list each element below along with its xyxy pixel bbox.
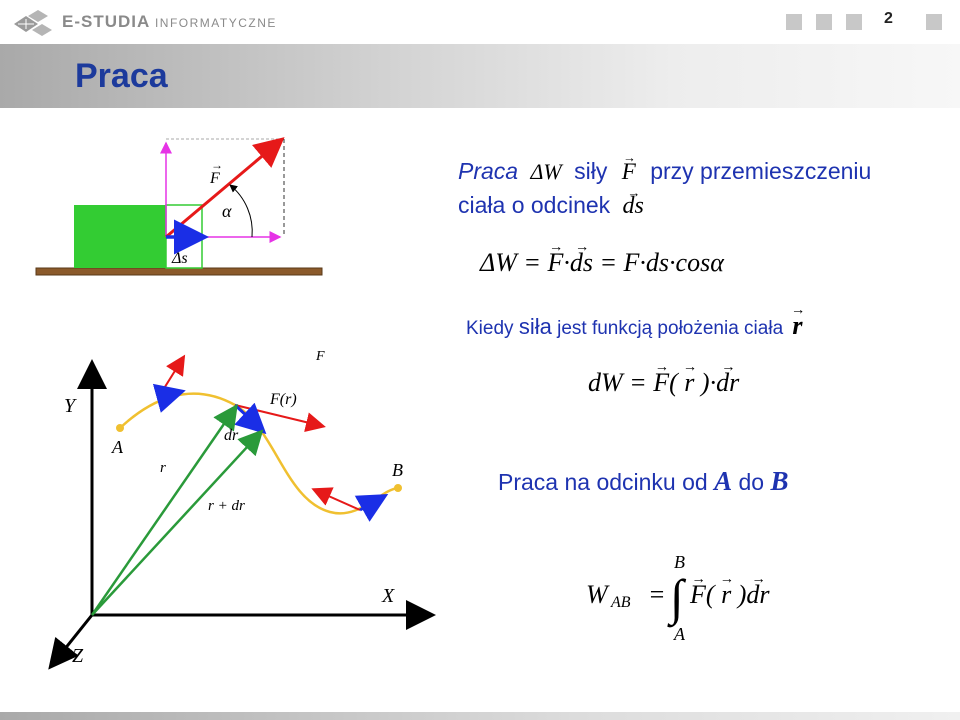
definition-line-2 bbox=[458, 192, 644, 220]
point-a bbox=[116, 424, 124, 432]
logo-sub: INFORMATYCZNE bbox=[154, 16, 277, 30]
nav-square-icon[interactable] bbox=[926, 14, 942, 30]
force-symbol: → F bbox=[622, 159, 636, 185]
fr-label: F(r) bbox=[270, 391, 297, 408]
differential-work-equation: dW = → F( → r )·→ dr bbox=[588, 368, 739, 398]
dr-label: dr bbox=[224, 427, 239, 444]
trajectory-diagram bbox=[40, 340, 440, 680]
lower-limit: A bbox=[674, 624, 685, 644]
b-symbol: B bbox=[770, 466, 789, 496]
point-a-label: A bbox=[112, 437, 123, 457]
alpha-label: α bbox=[222, 201, 232, 221]
r-symbol: → r bbox=[792, 311, 802, 341]
nav-square-icon[interactable] bbox=[816, 14, 832, 30]
position-plus-dr-vector bbox=[92, 433, 260, 615]
svg-text:→: → bbox=[211, 158, 223, 172]
nav-square-icon[interactable] bbox=[786, 14, 802, 30]
integral-sign: ∫ bbox=[670, 569, 684, 625]
condition-line: Kiedy siła jest funkcją położenia ciała → r bbox=[466, 311, 803, 341]
sily-word: siły bbox=[574, 158, 608, 184]
r-plus-dr-label: r + dr bbox=[208, 498, 245, 514]
x-axis-label: X bbox=[382, 585, 395, 607]
ciala-odcinek-text: ciała o odcinek bbox=[458, 192, 611, 218]
f-top-label: F bbox=[316, 349, 325, 364]
force-label: F bbox=[210, 170, 220, 187]
page-number: 2 bbox=[884, 10, 893, 27]
segment-line: Praca na odcinku od A do B bbox=[498, 466, 789, 496]
ds-symbol: → ds bbox=[623, 193, 644, 220]
definition-line-1 bbox=[458, 158, 871, 185]
point-b bbox=[394, 484, 402, 492]
footer-band bbox=[0, 712, 960, 720]
angle-arc bbox=[230, 185, 252, 237]
upper-limit: B bbox=[674, 552, 685, 572]
z-axis-label: Z bbox=[72, 645, 84, 667]
integral-equation: W AB = B ∫ A → F( → r )→ dr bbox=[586, 548, 826, 648]
logo-text bbox=[62, 12, 277, 32]
przemieszczeniu-text: przy przemieszczeniu bbox=[650, 158, 872, 184]
ds-label: Δs bbox=[172, 250, 188, 267]
nav-square-icon[interactable] bbox=[846, 14, 862, 30]
a-symbol: A bbox=[714, 466, 733, 496]
force-arrow bbox=[166, 141, 280, 237]
green-block bbox=[74, 205, 166, 268]
work-equation: ΔW = → F·→ ds = F·ds·cosα bbox=[480, 248, 724, 278]
y-axis-label: Y bbox=[64, 395, 76, 417]
praca-word: Praca bbox=[458, 158, 519, 184]
delta-w-symbol: ΔW bbox=[530, 159, 562, 184]
r-label: r bbox=[160, 460, 166, 476]
page-title: Praca bbox=[75, 57, 168, 95]
ground bbox=[36, 268, 322, 275]
point-b-label: B bbox=[392, 460, 403, 480]
force-block-diagram bbox=[30, 125, 330, 285]
logo-main: E-STUDIA bbox=[62, 12, 151, 31]
